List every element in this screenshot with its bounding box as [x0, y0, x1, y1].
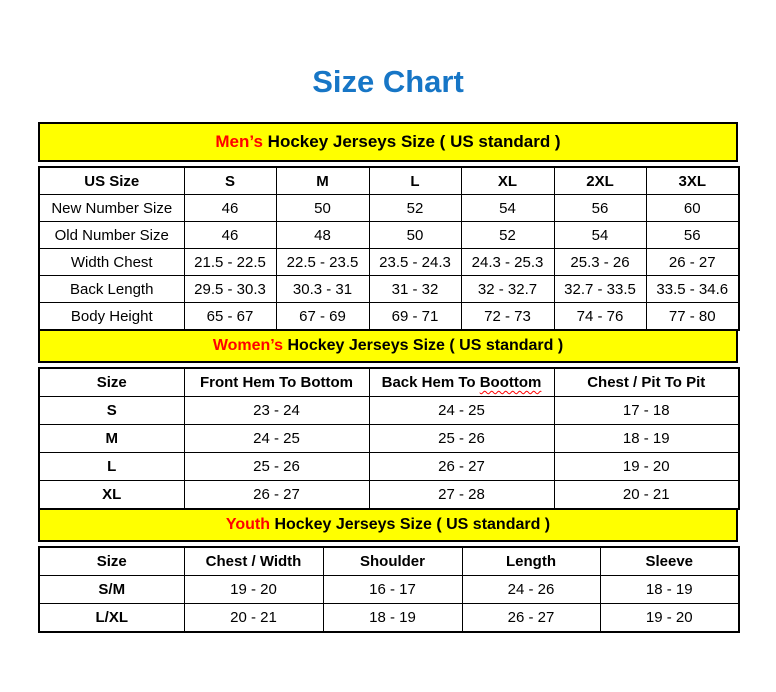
youth-section-banner	[38, 508, 738, 542]
mens-col-header: 2XL	[554, 167, 646, 195]
mens-col-header: M	[276, 167, 369, 195]
row-label: New Number Size	[39, 195, 184, 222]
size-cell: 77 - 80	[646, 303, 739, 331]
size-cell: 18 - 19	[323, 604, 462, 633]
size-cell: 46	[184, 222, 276, 249]
size-cell: 31 - 32	[369, 276, 461, 303]
table-row	[39, 276, 739, 303]
table-row	[39, 303, 739, 331]
size-cell: 32 - 32.7	[461, 276, 554, 303]
table-row	[39, 425, 739, 453]
size-cell: 18 - 19	[554, 425, 739, 453]
womens-banner-text: Hockey Jerseys Size ( US standard )	[287, 337, 564, 354]
misspelled-word: Boottom	[479, 374, 542, 391]
table-row	[39, 249, 739, 276]
youth-size-table	[38, 546, 740, 633]
size-cell: 46	[184, 195, 276, 222]
page-title: Size Chart	[312, 64, 464, 99]
row-label: Old Number Size	[39, 222, 184, 249]
mens-col-header: L	[369, 167, 461, 195]
size-cell: 26 - 27	[369, 453, 554, 481]
table-row	[39, 222, 739, 249]
youth-col-header: Length	[462, 547, 600, 576]
size-cell: 26 - 27	[462, 604, 600, 633]
youth-col-header: Size	[39, 547, 184, 576]
size-cell: 25 - 26	[184, 453, 369, 481]
size-cell: 30.3 - 31	[276, 276, 369, 303]
size-cell: 32.7 - 33.5	[554, 276, 646, 303]
mens-col-header: 3XL	[646, 167, 739, 195]
size-cell: 48	[276, 222, 369, 249]
size-cell: 56	[646, 222, 739, 249]
size-cell: 67 - 69	[276, 303, 369, 331]
size-cell: 24 - 25	[184, 425, 369, 453]
size-cell: 74 - 76	[554, 303, 646, 331]
size-cell: 52	[369, 195, 461, 222]
size-cell: 60	[646, 195, 739, 222]
mens-banner-highlight: Men’s	[215, 132, 263, 151]
table-row	[39, 576, 739, 604]
size-cell: 18 - 19	[600, 576, 739, 604]
size-cell: 24.3 - 25.3	[461, 249, 554, 276]
youth-header-row	[39, 547, 739, 576]
row-label: Back Length	[39, 276, 184, 303]
row-label: L/XL	[39, 604, 184, 633]
size-cell: 26 - 27	[646, 249, 739, 276]
size-cell: 19 - 20	[600, 604, 739, 633]
size-cell: 17 - 18	[554, 397, 739, 425]
womens-banner-highlight: Women’s	[212, 337, 284, 354]
womens-section-banner	[38, 329, 738, 363]
mens-section-banner	[38, 122, 738, 162]
size-cell: 23.5 - 24.3	[369, 249, 461, 276]
size-cell: 25.3 - 26	[554, 249, 646, 276]
size-cell: 33.5 - 34.6	[646, 276, 739, 303]
size-cell: 50	[369, 222, 461, 249]
mens-col-header: S	[184, 167, 276, 195]
size-cell: 19 - 20	[554, 453, 739, 481]
size-cell: 54	[461, 195, 554, 222]
row-label: XL	[39, 481, 184, 510]
youth-col-header: Sleeve	[600, 547, 739, 576]
table-row	[39, 453, 739, 481]
size-cell: 23 - 24	[184, 397, 369, 425]
row-label: Width Chest	[39, 249, 184, 276]
mens-size-table	[38, 166, 740, 331]
table-row	[39, 481, 739, 510]
size-cell: 52	[461, 222, 554, 249]
row-label: Body Height	[39, 303, 184, 331]
youth-banner-text: Hockey Jerseys Size ( US standard )	[274, 516, 551, 533]
size-cell: 29.5 - 30.3	[184, 276, 276, 303]
size-cell: 69 - 71	[369, 303, 461, 331]
womens-col-header	[369, 368, 554, 397]
mens-col-header: XL	[461, 167, 554, 195]
mens-col-header: US Size	[39, 167, 184, 195]
size-cell: 65 - 67	[184, 303, 276, 331]
table-row	[39, 195, 739, 222]
size-cell: 56	[554, 195, 646, 222]
table-row	[39, 397, 739, 425]
size-cell: 16 - 17	[323, 576, 462, 604]
size-cell: 22.5 - 23.5	[276, 249, 369, 276]
womens-col-header-prefix: Back Hem To	[381, 374, 480, 391]
row-label: S/M	[39, 576, 184, 604]
size-cell: 50	[276, 195, 369, 222]
size-cell: 27 - 28	[369, 481, 554, 510]
youth-col-header: Shoulder	[323, 547, 462, 576]
size-cell: 20 - 21	[184, 604, 323, 633]
row-label: L	[39, 453, 184, 481]
size-cell: 20 - 21	[554, 481, 739, 510]
womens-col-header: Chest / Pit To Pit	[554, 368, 739, 397]
size-cell: 21.5 - 22.5	[184, 249, 276, 276]
size-cell: 26 - 27	[184, 481, 369, 510]
youth-col-header: Chest / Width	[184, 547, 323, 576]
size-cell: 24 - 25	[369, 397, 554, 425]
mens-header-row	[39, 167, 739, 195]
size-cell: 19 - 20	[184, 576, 323, 604]
womens-col-header: Size	[39, 368, 184, 397]
size-chart-tables	[38, 122, 738, 633]
womens-header-row	[39, 368, 739, 397]
size-cell: 54	[554, 222, 646, 249]
table-row	[39, 604, 739, 633]
size-cell: 25 - 26	[369, 425, 554, 453]
size-cell: 72 - 73	[461, 303, 554, 331]
womens-size-table	[38, 367, 740, 510]
mens-banner-text: Hockey Jerseys Size ( US standard )	[267, 132, 561, 151]
womens-col-header: Front Hem To Bottom	[184, 368, 369, 397]
size-cell: 24 - 26	[462, 576, 600, 604]
row-label: S	[39, 397, 184, 425]
row-label: M	[39, 425, 184, 453]
youth-banner-highlight: Youth	[225, 516, 270, 533]
